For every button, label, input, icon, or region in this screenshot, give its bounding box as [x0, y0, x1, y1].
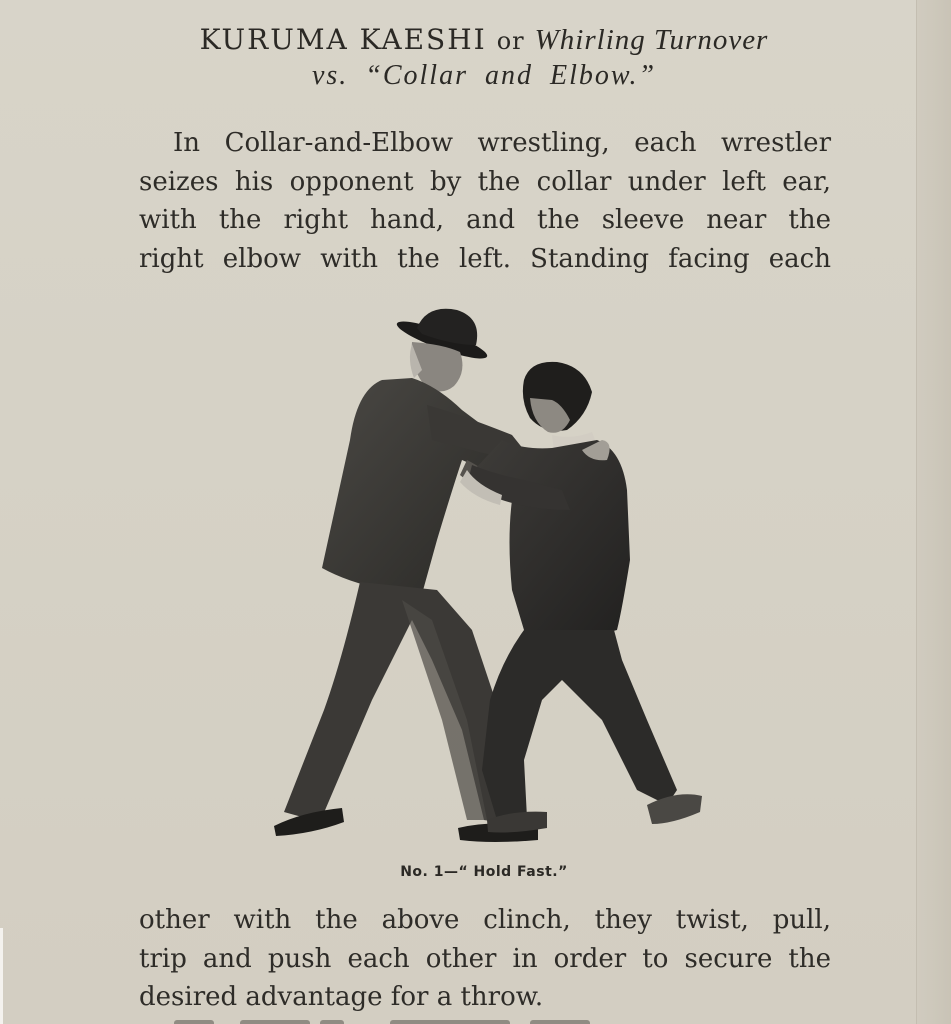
page-subtitle: vs. “Collar and Elbow.” [311, 60, 657, 91]
wrestlers-photograph [262, 300, 712, 860]
title-or: or [496, 27, 525, 55]
text-line: trip and push each other in order to secure the [139, 943, 831, 974]
scan-margin [0, 928, 3, 1024]
figure-caption: No. 1—“ Hold Fast.” [400, 864, 568, 880]
text-line: desired advantage for a throw. [139, 982, 544, 1012]
text-line: with the right hand, and the sleeve near the [139, 205, 831, 235]
paragraph-continuation [139, 901, 831, 1017]
paragraph-intro [139, 124, 831, 278]
title-italic: Whirling Turnover [534, 24, 769, 56]
cutoff-next-line [170, 1014, 670, 1024]
text-line: In Collar-and-Elbow wrestling, each wrestler [173, 128, 831, 158]
text-line: other with the above clinch, they twist, pull, [139, 905, 831, 935]
title-caps: KURUMA KAESHI [199, 23, 487, 56]
text-line: seizes his opponent by the collar under left ear, [139, 166, 831, 197]
page-title [0, 20, 951, 61]
text-line: right elbow with the left. Standing facing each [139, 243, 831, 274]
